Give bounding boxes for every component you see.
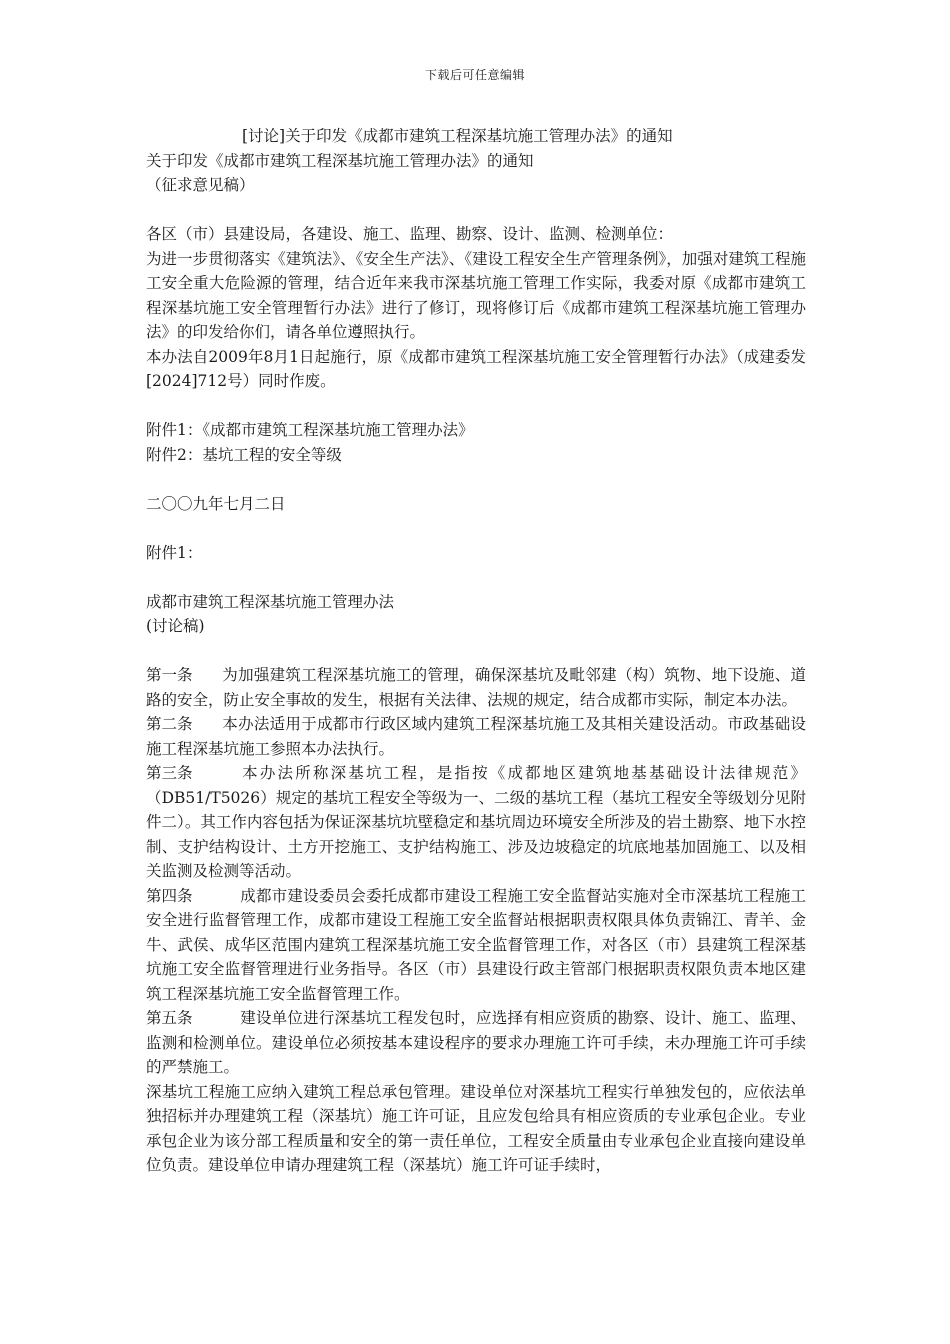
article-label: 第一条 (146, 666, 193, 684)
document-body (146, 124, 806, 1178)
final-paragraph: 深基坑工程施工应纳入建筑工程总承包管理。建设单位对深基坑工程实行单独发包的，应依法单独招标并办理建筑工程（深基坑）施工许可证，且应发包给具有相应资质的专业承包企业。专业承包企业为该分部工程质量和安全的第一责任单位，工程安全质量由专业承包企业直接向建设单位负责。建设单位申请办理建筑工程（深基坑）施工许可证手续时， (146, 1082, 806, 1174)
notice-subtitle: 关于印发《成都市建筑工程深基坑施工管理办法》的通知 (146, 151, 534, 170)
header-note: 下载后可任意编辑 (424, 68, 525, 82)
document-title: [讨论]关于印发《成都市建筑工程深基坑施工管理办法》的通知 (242, 127, 673, 145)
article-4 (146, 884, 806, 1007)
article-label: 第五条 (146, 1009, 193, 1027)
article-label: 第三条 (146, 764, 193, 782)
effective-paragraph: 本办法自2009年8月1日起施行，原《成都市建筑工程深基坑施工安全管理暂行办法》（成建委发[2024]712号）同时作废。 (146, 347, 806, 390)
article-5 (146, 1006, 806, 1080)
article-text: 建设单位进行深基坑工程发包时，应选择有相应资质的勘察、设计、施工、监理、监测和检测单位。建设单位必须按基本建设程序的要求办理施工许可手续，未办理施工许可手续的严禁施工。 (146, 1009, 806, 1076)
attachment1-label: 附件1： (146, 543, 203, 562)
article-1 (146, 663, 806, 712)
draft-note: （征求意见稿） (146, 176, 255, 194)
article-label: 第二条 (146, 715, 193, 733)
article-text: 为加强建筑工程深基坑施工的管理，确保深基坑及毗邻建（构）筑物、地下设施、道路的安全，防止安全事故的发生，根据有关法律、法规的规定，结合成都市实际，制定本办法。 (146, 666, 806, 709)
attachment-item: 附件1：《成都市建筑工程深基坑施工管理办法》 (146, 421, 474, 439)
measure-draft-note: (讨论稿) (146, 617, 205, 635)
article-label: 第四条 (146, 886, 193, 905)
article-text: 本办法所称深基坑工程，是指按《成都地区建筑地基基础设计法律规范》（DB51/T5026）规定的基坑工程安全等级为一、二级的基坑工程（基坑工程安全等级划分见附件二）。其工作内容包括为保证深基坑坑壁稳定和基坑周边环境安全所涉及的岩土勘察、地下水控制、支护结构设计、土方开挖施工、支护结构施工、涉及边坡稳定的坑底地基加固施工、以及相关监测及检测等活动。 (146, 764, 806, 880)
measure-title: 成都市建筑工程深基坑施工管理办法 (146, 592, 395, 611)
date-line: 二〇〇九年七月二日 (146, 494, 286, 513)
article-3 (146, 761, 806, 884)
article-text: 本办法适用于成都市行政区域内建筑工程深基坑施工及其相关建设活动。市政基础设施工程深基坑施工参照本办法执行。 (146, 715, 806, 758)
intro-paragraph: 为进一步贯彻落实《建筑法》、《安全生产法》、《建设工程安全生产管理条例》，加强对建筑工程施工安全重大危险源的管理，结合近年来我市深基坑施工管理工作实际，我委对原《成都市建筑工程深基坑施工安全管理暂行办法》进行了修订，现将修订后《成都市建筑工程深基坑施工管理办法》的印发给你们，请各单位遵照执行。 (146, 249, 806, 341)
attachment-item: 附件2：基坑工程的安全等级 (146, 445, 342, 464)
article-2 (146, 712, 806, 761)
addressee: 各区（市）县建设局，各建设、施工、监理、勘察、设计、监测、检测单位： (146, 225, 674, 243)
article-text: 成都市建设委员会委托成都市建设工程施工安全监督站实施对全市深基坑工程施工安全进行监督管理工作，成都市建设工程施工安全监督站根据职责权限具体负责锦江、青羊、金牛、武侯、成华区范围内建筑工程深基坑施工安全监督管理工作，对各区（市）县建筑工程深基坑施工安全监督管理进行业务指导。各区（市）县建设行政主管部门根据职责权限负责本地区建筑工程深基坑施工安全监督管理工作。 (146, 886, 806, 1003)
